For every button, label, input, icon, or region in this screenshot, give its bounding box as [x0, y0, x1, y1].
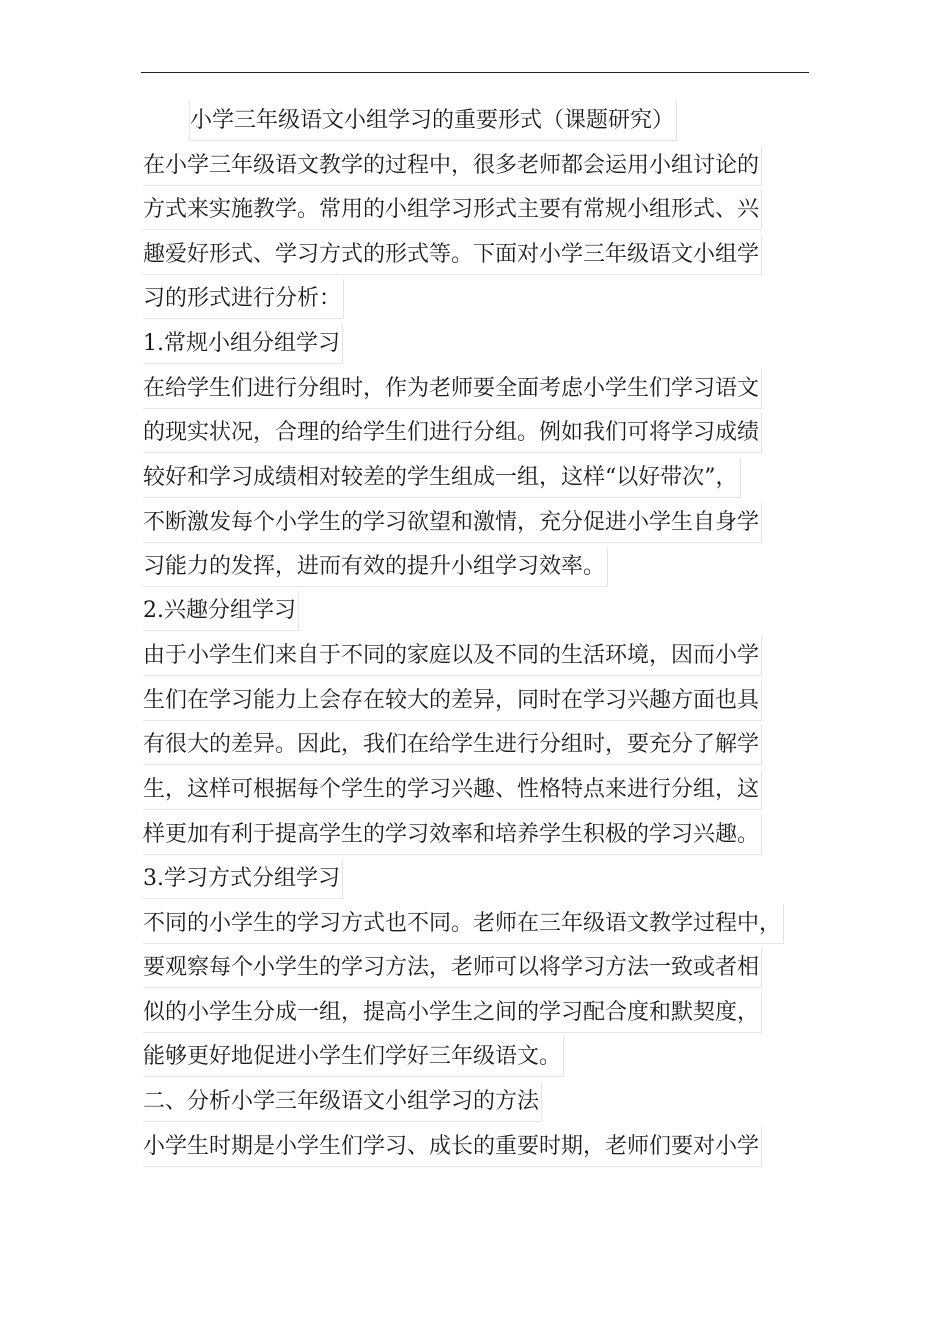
header-rule — [141, 72, 809, 73]
text-line: 小学生时期是小学生们学习、成长的重要时期，老师们要对小学 — [143, 1127, 762, 1167]
text-line: 要观察每个小学生的学习方法，老师可以将学习方法一致或者相 — [143, 948, 762, 988]
text-line: 习的形式进行分析： — [143, 279, 344, 319]
text-line: 似的小学生分成一组，提高小学生之间的学习配合度和默契度， — [143, 993, 762, 1033]
document-title: 小学三年级语文小组学习的重要形式（课题研究） — [189, 101, 677, 141]
text-line: 有很大的差异。因此，我们在给学生进行分组时，要充分了解学 — [143, 725, 762, 765]
section-heading: 2.兴趣分组学习 — [143, 591, 299, 631]
text-line: 生们在学习能力上会存在较大的差异，同时在学习兴趣方面也具 — [143, 681, 762, 721]
section-heading: 1.常规小组分组学习 — [143, 324, 343, 364]
section-heading: 二、分析小学三年级语文小组学习的方法 — [143, 1082, 542, 1122]
text-line: 在给学生们进行分组时，作为老师要全面考虑小学生们学习语文 — [143, 369, 762, 409]
text-line: 样更加有利于提高学生的学习效率和培养学生积极的学习兴趣。 — [143, 815, 762, 855]
text-line: 方式来实施教学。常用的小组学习形式主要有常规小组形式、兴 — [143, 190, 762, 230]
text-line: 较好和学习成绩相对较差的学生组成一组，这样“以好带次”， — [143, 458, 741, 498]
section-heading: 3.学习方式分组学习 — [143, 859, 343, 899]
text-line: 能够更好地促进小学生们学好三年级语文。 — [143, 1037, 564, 1077]
text-line: 在小学三年级语文教学的过程中，很多老师都会运用小组讨论的 — [143, 146, 762, 186]
text-line: 不同的小学生的学习方式也不同。老师在三年级语文教学过程中， — [143, 904, 784, 944]
text-line: 趣爱好形式、学习方式的形式等。下面对小学三年级语文小组学 — [143, 235, 762, 275]
text-line: 习能力的发挥，进而有效的提升小组学习效率。 — [143, 547, 608, 587]
text-line: 的现实状况，合理的给学生们进行分组。例如我们可将学习成绩 — [143, 413, 762, 453]
text-line: 不断激发每个小学生的学习欲望和激情，充分促进小学生自身学 — [143, 503, 762, 543]
text-line: 生，这样可根据每个学生的学习兴趣、性格特点来进行分组，这 — [143, 770, 762, 810]
text-line: 由于小学生们来自于不同的家庭以及不同的生活环境，因而小学 — [143, 636, 762, 676]
